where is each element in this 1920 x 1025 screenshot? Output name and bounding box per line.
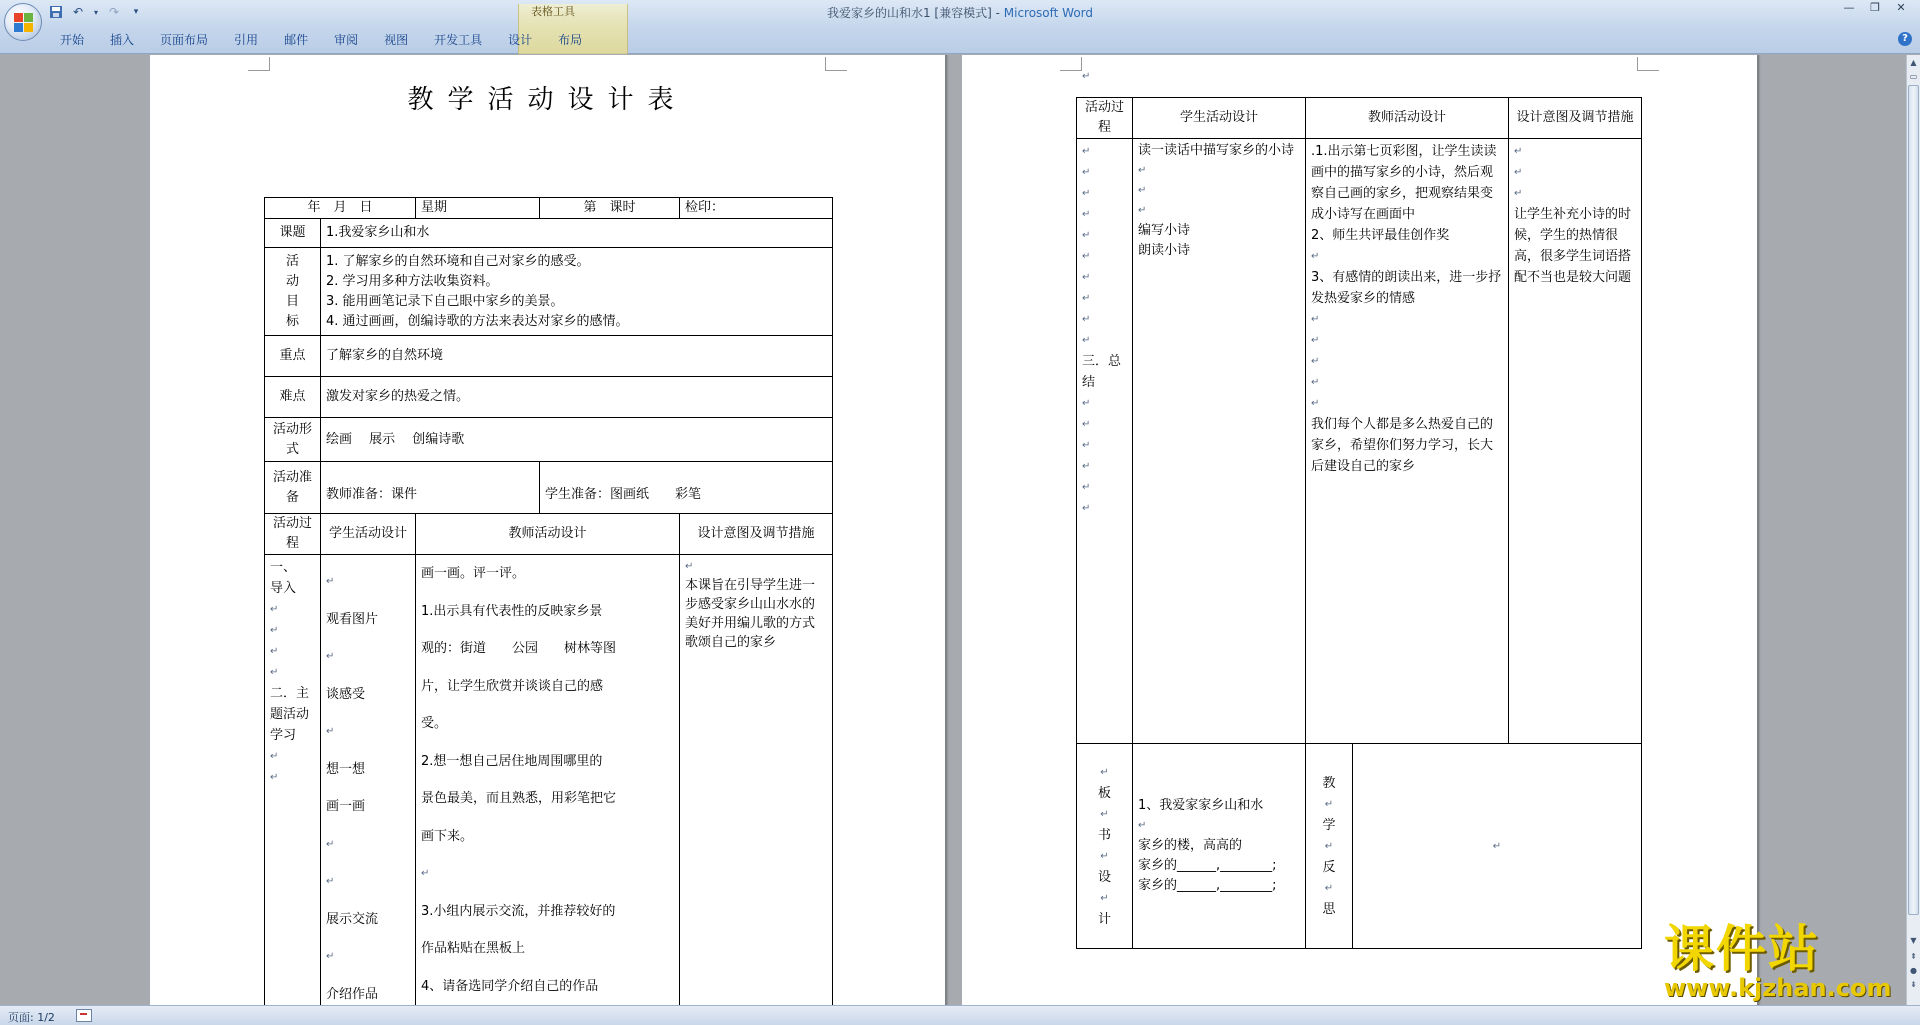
board-reflection-table	[1076, 743, 1642, 949]
activity-design-table-continued	[1076, 97, 1642, 744]
process-line: 一、	[270, 560, 297, 575]
app-name: Microsoft Word	[1003, 6, 1094, 20]
paragraph-mark-icon: ↵	[270, 772, 279, 783]
goals-row	[265, 248, 833, 336]
close-icon[interactable]: ✕	[1896, 1, 1906, 14]
tab-layout[interactable]: 布局	[558, 33, 583, 47]
reflect-label-char: 反	[1322, 859, 1336, 875]
goals-label	[265, 248, 321, 336]
intent-text: 本课旨在引导学生进一步感受家乡山山水水的美好并用编儿歌的方式歌颂自己的家乡	[685, 578, 816, 650]
goals-label-char: 动	[285, 273, 299, 289]
paragraph-mark-icon: ↵	[1324, 882, 1334, 894]
paragraph-mark-icon: ↵	[1492, 840, 1502, 852]
board-label-char: 设	[1097, 870, 1111, 885]
paragraph-mark-icon: ↵	[326, 651, 335, 662]
reflection-cell[interactable]	[1353, 744, 1642, 949]
difficulty-row	[265, 377, 833, 418]
intent-col[interactable]	[680, 555, 833, 1006]
key-cell[interactable]: 了解家乡的自然环境	[321, 336, 833, 377]
document-title: 我爱家乡的山和水1 [兼容模式] -	[826, 6, 1004, 20]
tab-design[interactable]: 设计	[508, 33, 533, 47]
goal-item: 3. 能用画笔记录下自己眼中家乡的美景。	[326, 293, 564, 309]
undo-dropdown-icon[interactable]: ▾	[93, 7, 98, 17]
date-row	[265, 198, 833, 219]
topic-cell[interactable]: 1.我爱家乡山和水	[321, 219, 833, 248]
process-header-row	[1077, 98, 1642, 139]
ribbon-tabs	[42, 28, 592, 50]
table-tools-label: 表格工具	[531, 5, 575, 18]
paragraph-mark-icon: ↵	[1100, 767, 1109, 778]
select-browse-object-icon[interactable]: ●	[1910, 966, 1917, 975]
help-icon[interactable]: ?	[1898, 32, 1912, 46]
student-line: 展示交流	[326, 911, 379, 927]
goal-item: 2. 学习用多种方法收集资料。	[326, 273, 499, 289]
process-line: 三．总	[1082, 354, 1122, 369]
paragraph-mark-icon: ↵	[685, 561, 694, 572]
goals-label-char: 标	[285, 313, 299, 329]
process-header: 活动过程	[265, 514, 321, 555]
scroll-up-icon[interactable]: ▲	[1910, 58, 1917, 67]
window-controls	[1836, 0, 1914, 17]
process-col[interactable]	[265, 555, 321, 1006]
difficulty-cell[interactable]: 激发对家乡的热爱之情。	[321, 377, 833, 418]
board-line: 1、我爱家家乡山和水	[1138, 798, 1264, 813]
key-label: 重点	[265, 336, 321, 377]
prep-label: 活动准备	[265, 462, 321, 514]
teacher-line: .1.出示第七页彩图，让学生读读画中的描写家乡的小诗，然后观察自己画的家乡，把观察结果变成小诗写在画面中	[1311, 144, 1497, 222]
form-label: 活动形式	[265, 418, 321, 462]
paragraph-mark-icon: ↵	[1082, 188, 1091, 199]
board-label	[1077, 744, 1133, 949]
student-col[interactable]	[1133, 139, 1306, 744]
student-line: 想一想	[326, 761, 366, 777]
intent-header: 设计意图及调节措施	[1509, 98, 1642, 139]
reflect-label-char: 思	[1322, 901, 1336, 917]
paragraph-mark-icon: ↵	[1100, 809, 1109, 820]
process-line: 结	[1082, 375, 1096, 390]
paragraph-mark-icon: ↵	[1311, 398, 1320, 409]
paragraph-mark-icon: ↵	[421, 868, 430, 879]
teacher-header: 教师活动设计	[1306, 98, 1509, 139]
next-page-icon[interactable]: ⇟	[1910, 980, 1917, 989]
teacher-line: 观的：街道 公园 树林等图	[421, 641, 617, 656]
student-line: 编写小诗	[1138, 223, 1191, 238]
board-row	[1077, 744, 1642, 949]
tab-review[interactable]: 审阅	[334, 33, 359, 47]
ruler-toggle-icon[interactable]: ▭	[1909, 72, 1918, 81]
tab-view[interactable]: 视图	[384, 33, 409, 47]
teacher-line: 3、有感情的朗读出来，进一步抒发热爱家乡的情感	[1311, 270, 1502, 306]
paragraph-mark-icon: ↵	[1082, 335, 1091, 346]
teacher-line: 4、请备选同学介绍自己的作品	[421, 978, 599, 994]
paragraph-mark-icon: ↵	[1082, 293, 1091, 304]
paragraph-mark-icon: ↵	[1311, 377, 1320, 388]
watermark-url: www.kjzhan.com	[1664, 974, 1892, 1002]
process-header-row	[265, 514, 833, 555]
goals-label-char: 目	[285, 293, 299, 309]
paragraph-mark-icon: ↵	[1082, 167, 1091, 178]
form-row	[265, 418, 833, 462]
paragraph-mark-icon: ↵	[1324, 840, 1334, 852]
process-line: 学习	[270, 728, 297, 743]
window-title	[0, 4, 1920, 21]
teacher-line: 作品粘贴在黑板上	[421, 941, 526, 956]
paragraph-mark-icon: ↵	[326, 726, 335, 737]
paragraph-mark-icon: ↵	[1082, 71, 1091, 82]
student-line: 读一读话中描写家乡的小诗	[1138, 143, 1295, 158]
document-area	[0, 55, 1906, 1005]
undo-icon[interactable]: ↶	[72, 5, 84, 19]
period-cell[interactable]: 第 课时	[540, 198, 680, 219]
paragraph-mark-icon: ↵	[1082, 419, 1091, 430]
paragraph-mark-icon: ↵	[1311, 251, 1320, 262]
teacher-line: 片，让学生欣赏并谈谈自己的感	[421, 678, 604, 694]
paragraph-mark-icon: ↵	[270, 646, 279, 657]
status-bar	[0, 1005, 1920, 1025]
form-cell[interactable]: 绘画 展示 创编诗歌	[321, 418, 833, 462]
intent-col[interactable]	[1509, 139, 1642, 744]
tab-home[interactable]: 开始	[60, 33, 85, 47]
paragraph-mark-icon: ↵	[1082, 230, 1091, 241]
paragraph-mark-icon: ↵	[270, 604, 279, 615]
paragraph-mark-icon: ↵	[1082, 314, 1091, 325]
student-line: 谈感受	[326, 686, 366, 702]
page-1	[150, 55, 945, 1005]
teacher-line: 景色最美，而且熟悉，用彩笔把它	[421, 791, 617, 806]
teacher-line: 我们每个人都是多么热爱自己的家乡，希望你们努力学习，长大后建设自己的家乡	[1311, 417, 1494, 474]
teacher-header: 教师活动设计	[416, 514, 680, 555]
teacher-line: 画下来。	[421, 828, 474, 844]
goal-item: 1. 了解家乡的自然环境和自己对家乡的感受。	[326, 253, 590, 269]
check-cell[interactable]: 检印：	[680, 198, 833, 219]
student-line: 画一画	[326, 799, 366, 814]
proofing-icon[interactable]	[76, 1009, 92, 1022]
paragraph-mark-icon: ↵	[1514, 146, 1523, 157]
topic-row	[265, 219, 833, 248]
paragraph-mark-icon: ↵	[270, 625, 279, 636]
paragraph-mark-icon: ↵	[326, 876, 335, 887]
page-title: 教学活动设计表	[407, 85, 688, 115]
crop-mark	[1060, 57, 1082, 71]
intent-text: 让学生补充小诗的时候，学生的热情很高，很多学生词语搭配不当也是较大问题	[1514, 207, 1632, 285]
paragraph-mark-icon: ↵	[1311, 314, 1320, 325]
tab-mailings[interactable]: 邮件	[284, 33, 309, 47]
board-line: 家乡的______,________;	[1138, 878, 1277, 893]
vertical-scrollbar[interactable]	[1906, 55, 1920, 1005]
paragraph-mark-icon: ↵	[326, 576, 335, 587]
teacher-line: 受。	[421, 716, 448, 731]
teacher-line: 2、师生共评最佳创作奖	[1311, 228, 1450, 243]
reflect-label-char: 教	[1322, 775, 1336, 791]
paragraph-mark-icon: ↵	[270, 751, 279, 762]
board-cell[interactable]	[1133, 744, 1306, 949]
student-col[interactable]	[321, 555, 416, 1006]
paragraph-mark-icon: ↵	[1082, 461, 1091, 472]
paragraph-mark-icon: ↵	[1138, 185, 1147, 196]
student-header: 学生活动设计	[321, 514, 416, 555]
activity-design-table	[264, 197, 833, 1005]
intent-header: 设计意图及调节措施	[680, 514, 833, 555]
reflect-label-char: 学	[1322, 817, 1336, 833]
crop-mark	[248, 57, 270, 71]
paragraph-mark-icon: ↵	[326, 838, 335, 850]
date-cell[interactable]: 年 月 日	[265, 198, 416, 219]
teacher-col[interactable]	[416, 555, 680, 1006]
watermark	[1664, 920, 1914, 1003]
paragraph-mark-icon: ↵	[1311, 335, 1320, 346]
paragraph-mark-icon: ↵	[1138, 820, 1147, 831]
weekday-cell[interactable]: 星期	[416, 198, 540, 219]
scroll-thumb[interactable]	[1908, 85, 1919, 915]
process-body-row	[1077, 139, 1642, 744]
paragraph-mark-icon: ↵	[1514, 167, 1523, 178]
paragraph-mark-icon: ↵	[1100, 893, 1109, 904]
crop-mark	[825, 57, 847, 71]
paragraph-mark-icon: ↵	[326, 951, 335, 962]
paragraph-mark-icon: ↵	[1324, 798, 1334, 810]
teacher-line: 2.想一想自己居住地周围哪里的	[421, 753, 603, 769]
paragraph-mark-icon: ↵	[1100, 851, 1109, 862]
page-2	[962, 55, 1757, 1005]
teacher-prep-cell[interactable]: 教师准备：课件	[321, 462, 540, 514]
paragraph-mark-icon: ↵	[1082, 440, 1091, 451]
paragraph-mark-icon: ↵	[1082, 251, 1091, 262]
paragraph-mark-icon: ↵	[1082, 146, 1091, 157]
previous-page-icon[interactable]: ⇞	[1910, 952, 1917, 961]
paragraph-mark-icon: ↵	[1082, 398, 1091, 409]
redo-icon[interactable]: ↷	[108, 5, 120, 19]
paragraph-mark-icon: ↵	[1082, 482, 1091, 493]
goal-item: 4. 通过画画，创编诗歌的方法来表达对家乡的感情。	[326, 313, 629, 329]
student-line: 朗读小诗	[1138, 243, 1191, 258]
student-header: 学生活动设计	[1133, 98, 1306, 139]
process-line: 二．主	[270, 686, 310, 701]
paragraph-mark-icon: ↵	[1082, 503, 1091, 514]
reflect-label	[1306, 744, 1353, 949]
customize-toolbar-icon[interactable]: ▾	[133, 7, 139, 17]
tab-page-layout[interactable]: 页面布局	[160, 33, 209, 47]
paragraph-mark-icon: ↵	[1311, 356, 1320, 367]
board-label-char: 计	[1097, 912, 1111, 927]
minimize-icon[interactable]: —	[1843, 1, 1855, 14]
page-counter[interactable]: 页面: 1/2	[8, 1011, 55, 1024]
process-body-row	[265, 555, 833, 1006]
watermark-title: 课件站	[1664, 920, 1820, 978]
student-line: 介绍作品	[326, 986, 379, 1002]
goals-cell[interactable]	[321, 248, 833, 336]
tab-references[interactable]: 引用	[234, 33, 259, 47]
restore-icon[interactable]: ❐	[1870, 1, 1880, 14]
paragraph-mark-icon: ↵	[1138, 205, 1147, 216]
teacher-line: 1.出示具有代表性的反映家乡景	[421, 603, 603, 619]
teacher-col[interactable]	[1306, 139, 1509, 744]
process-col[interactable]	[1077, 139, 1133, 744]
crop-mark	[1637, 57, 1659, 71]
goals-label-char: 活	[285, 253, 299, 269]
tab-insert[interactable]: 插入	[110, 33, 135, 47]
difficulty-label: 难点	[265, 377, 321, 418]
key-row	[265, 336, 833, 377]
teacher-line: 3.小组内展示交流，并推荐较好的	[421, 903, 616, 919]
paragraph-mark-icon: ↵	[1082, 272, 1091, 283]
scroll-down-icon[interactable]: ▼	[1910, 936, 1917, 945]
teacher-line: 画一画。评一评。	[421, 566, 526, 581]
topic-label: 课题	[265, 219, 321, 248]
paragraph-mark-icon: ↵	[1138, 165, 1147, 176]
board-label-char: 板	[1097, 786, 1111, 801]
paragraph-mark-icon: ↵	[1514, 188, 1523, 199]
process-line: 导入	[270, 581, 297, 596]
board-line: 家乡的______,________;	[1138, 858, 1277, 873]
board-label-char: 书	[1097, 828, 1111, 843]
process-line: 题活动	[270, 707, 310, 722]
board-line: 家乡的楼，高高的	[1138, 838, 1243, 853]
tab-developer[interactable]: 开发工具	[434, 33, 483, 47]
process-header: 活动过程	[1077, 98, 1133, 139]
student-prep-cell[interactable]: 学生准备：图画纸 彩笔	[540, 462, 833, 514]
student-line: 观看图片	[326, 611, 379, 627]
paragraph-mark-icon: ↵	[1082, 209, 1091, 220]
paragraph-mark-icon: ↵	[270, 667, 279, 678]
prep-row	[265, 462, 833, 514]
title-bar	[0, 0, 1920, 54]
